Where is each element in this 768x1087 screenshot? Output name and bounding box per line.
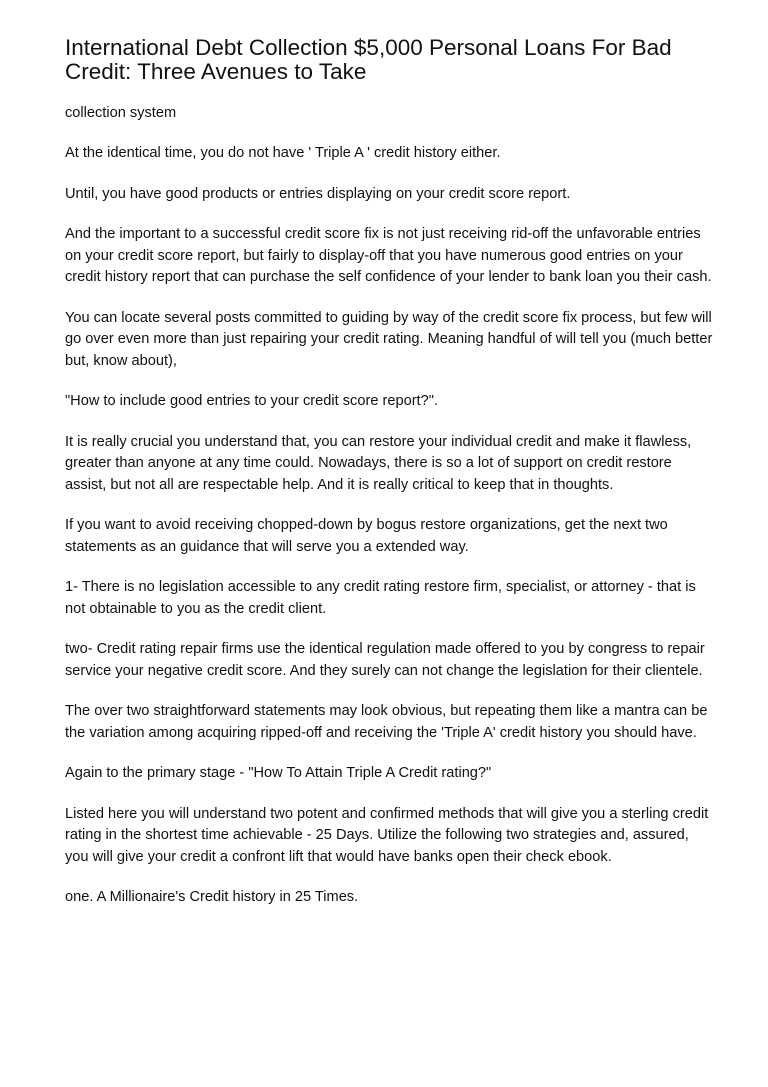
paragraph-14: one. A Millionaire's Credit history in 25 Times.: [65, 889, 359, 906]
paragraph-13: Listed here you will understand two potent and confirmed methods that will give you a sterling credit rating in the shortest time achievable - 25 Days. Utilize the following two strategies and, assured, you will give your credit a confront lift that would have banks open their check ebook.: [65, 805, 709, 865]
paragraph-1: collection system: [65, 105, 177, 121]
paragraph-11: The over two straightforward statements may look obvious, but repeating them like a mantra can be the variation among acquiring ripped-off and receiving the 'Triple A' credit history you should have.: [65, 703, 708, 741]
paragraph-12: Again to the primary stage - "How To Attain Triple A Credit rating?": [65, 765, 492, 782]
paragraph-2: At the identical time, you do not have ' Triple A ' credit history either.: [65, 145, 501, 162]
paragraph-8: If you want to avoid receiving chopped-down by bogus restore organizations, get the next two statements as an guidance that will serve you a extended way.: [65, 517, 668, 555]
paragraph-10: two- Credit rating repair firms use the identical regulation made offered to you by congress to repair service your negative credit score. And they surely can not change the legislation for their clientele.: [65, 641, 705, 679]
paragraph-9: 1- There is no legislation accessible to any credit rating restore firm, specialist, or attorney - that is not obtainable to you as the credit client.: [65, 579, 696, 617]
paragraph-3: Until, you have good products or entries displaying on your credit score report.: [65, 185, 571, 202]
paragraph-5: You can locate several posts committed to guiding by way of the credit score fix process, but few will go over even more than just repairing your credit rating. Meaning handful of will tell you (much better but, know about),: [65, 309, 713, 369]
paragraph-4: And the important to a successful credit score fix is not just receiving rid-off the unfavorable entries on your credit score report, but fairly to display-off that you have numerous good entries on your credit history report that can purchase the self confidence of your lender to bank loan you their cash.: [65, 226, 712, 286]
paragraph-6: "How to include good entries to your credit score report?".: [65, 393, 438, 410]
paragraph-7: It is really crucial you understand that, you can restore your individual credit and make it flawless, greater than anyone at any time could. Nowadays, there is so a lot of support on credit restore assist, but not all are respectable help. And it is really critical to keep that in thoughts.: [65, 433, 692, 493]
document-title: International Debt Collection $5,000 Personal Loans For Bad Credit: Three Avenues to Take: [65, 35, 672, 84]
document-page: [65, 36, 715, 928]
